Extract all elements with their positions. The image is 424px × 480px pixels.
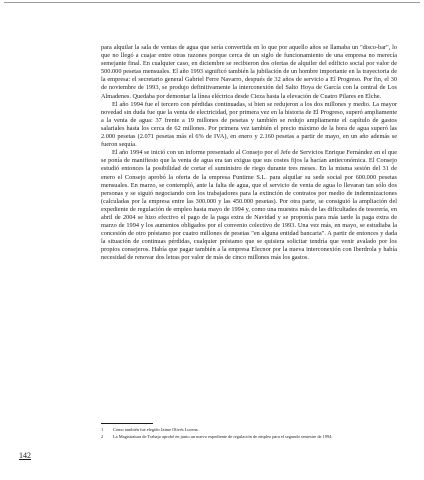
paragraph-1: para alquilar la sala de ventas de agua que sería convertida en lo que por aquello años se llamaba un "disco-bar", lo que no llegó a cuajar entre otras razones porque cerca de un siglo de funcionamiento de una empresa no merecía semejante final. En cualquier caso, en diciembre se recibieron dos ofertas de alquiler del edificio social por valor de 500.000 pesetas mensuales. El año 1993 significó también la jubilación de un hombre importante en la trayectoria de la empresa: el secretario general Gabriel Ferre Navarro, después de 32 años de servicio a El Progreso. Por fin, el 30 de noviembre de 1993, se produjo definitivamente la interconexión del Salto Hoya de García con la central de Los Almadenes. Quedaba por demontar la línea eléctrica desde Cieza hasta la elevación de Cuatro Pilares en Elche.	[101, 44, 397, 100]
footnote-text: Como también fue elegido Jaime Olivés Lucena.	[113, 427, 199, 432]
paragraph-3: El año 1994 se inició con un informe presentado al Consejo por el Jefe de Servicios Enrique Fernández en el que se ponía de manifiesto que la venta de agua era tan exigua que sus costes fijos la hacían antieconómica. El Consejo estudió entonces la posibilidad de cortar el suministro de riego durante tres meses. En la misma sesión del 31 de enero el Consejo aprobó la oferta de la empresa Funtime S.L. para alquilar su sede social por 600.000 pesetas mensuales. En marzo, se contempló, ante la falta de agua, que el servicio de venta de agua lo llevaran tan sólo dos personas y se siguió negociando con los trabajadores para la extinción de contratos por medio de indemnizaciones (calculadas por la empresa entre las 300.000 y las 450.000 pesetas). Por otra parte, se consiguió la ampliación del expediente de regulación de empleo hasta mayo de 1994 y, como una muestra más de las dificultades de tesorería, en abril de 2004 se hizo efectivo el pago de la paga extra de Navidad y se proponía para más tarde la paga extra de marzo de 1994 y los aumentos obligados por el convenio colectivo de 1993. Una vez más, en mayo, se estudiaba la concesión de otro préstamo por cuatro millones de pesetas "en alguna entidad bancaria". A partir de entonces y dada la situación de continuas pérdidas, cualquier préstamo que se quisiera solicitar tendría que venir avalado por los propios consejeros. Había que pagar también a la empresa Elecnor por la nueva interconexión con Iberdrola y había necesidad de renovar dos letras por valor de más de cinco millones más los gastos.	[101, 149, 397, 262]
page-top-rule	[4, 2, 420, 3]
footnote-separator	[101, 423, 153, 424]
footnote-text: La Magistratura de Trabajo aprobó en junio un nuevo expediente de regulación de empleo para el segundo semestre de 1994.	[113, 433, 333, 439]
footnote-number: 1	[101, 427, 104, 432]
body-text	[101, 44, 397, 263]
page-number: 142	[19, 451, 31, 460]
footnotes	[101, 427, 337, 440]
paragraph-2: El año 1994 fue el tercero con pérdidas continuadas, si bien se redujeron a los dos millones y medio. La mayor novedad sin duda fue que la venta de electricidad, por primera vez en la historia de El Progreso, superó ampliamente a la venta de agua: 37 frente a 19 millones de pesetas y también se redujo ampliamente el capítulo de gastos salariales hasta los cerca de 62 millones. Por primera vez también el precio máximo de la hora de agua superó las 2.000 pesetas (2.071 pesetas más el 6% de IVA), en enero y 2.160 pesetas a partir de mayo, en un año además se fueron sequía.	[101, 100, 397, 149]
footnote-number: 2	[101, 433, 104, 439]
footnote-1	[101, 427, 337, 433]
footnote-2	[101, 434, 337, 440]
